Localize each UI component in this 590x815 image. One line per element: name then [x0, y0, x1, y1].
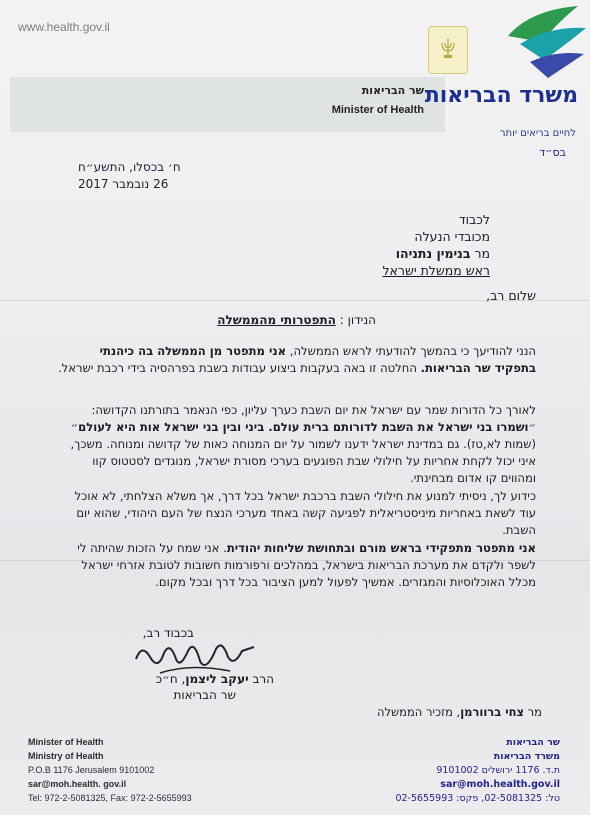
- ministry-logo-icon: [460, 6, 588, 88]
- paragraph-3: כידוע לך, ניסיתי למנוע את חילולי השבת ברכבת ישראל בכל דרך, אך משלא הצלחתי, לא אוכל עוד לשאת באחריות מיניסטריאלית לפגיעה קשה באחד מערכי הנצח של העם היהודי, שהוא יום השבת.: [74, 489, 536, 537]
- recipient-name: בנימין נתניהו: [395, 246, 471, 261]
- footer-en-line-2: Ministry of Health: [28, 751, 104, 761]
- footer-he-line-3: ת.ד. 1176 ירושלים 9101002: [436, 765, 560, 776]
- recipient-title: ראש ממשלת ישראל: [382, 263, 490, 278]
- paragraph-2: [56, 402, 536, 487]
- recipient-line-2: מכובדי הנעלה: [414, 229, 490, 244]
- minister-title-english: Minister of Health: [331, 104, 424, 116]
- signatory-suffix: , ח״כ: [155, 672, 186, 686]
- cc-line: [377, 705, 542, 719]
- footer-en-phone: Tel: 972-2-5081325, Fax: 972-2-5655993: [28, 793, 192, 803]
- p1-text-bold: אני מתפטר מן הממשלה בה כיהנתי בתפקיד שר הבריאות.: [99, 344, 536, 375]
- bsd-mark: בס״ד: [539, 146, 566, 159]
- website-url[interactable]: www.health.gov.il: [18, 20, 110, 34]
- ministry-tagline: לחיים בריאים יותר: [499, 128, 576, 139]
- p1-text-c: החלטה זו באה בעקבות ביצוע עבודות בשבת בפרהסיה בידי רכבת ישראל.: [57, 361, 421, 375]
- subject-label: הנידון :: [335, 313, 376, 327]
- footer-he-line-2: משרד הבריאות: [493, 751, 560, 762]
- footer-he-line-1: שר הבריאות: [506, 737, 560, 748]
- subject-text: התפטרותי מהממשלה: [217, 313, 336, 327]
- signatory-name-line: [124, 672, 274, 686]
- signatory-prefix: הרב: [248, 672, 274, 686]
- ministry-name: משרד הבריאות: [424, 83, 578, 108]
- p1-text-a: הנני להודיעך כי בהמשך להודעתי לראש הממשלה,: [286, 344, 536, 358]
- gregorian-date: 26 נובמבר 2017: [78, 177, 169, 191]
- p4-text-bold: אני מתפטר מתפקידי בראש מורם ובתחושת שליחות יהודית: [226, 541, 536, 555]
- footer-en-line-3: P.O.B 1176 Jerusalem 9101002: [28, 765, 155, 775]
- footer-en-email[interactable]: sar@moh.health. gov.il: [28, 779, 127, 789]
- footer-en-line-1: Minister of Health: [28, 737, 104, 747]
- p2-text-c: ״ (שמות לא,טז). גם במדינת ישראל ידענו לשמור על יום המנוחה כאות של קדושה ומנוחה. משכך, איני יכול לקחת אחריות על חילולי שבת הפוגעים בערכי מסורת ישראל, מנוגדים לסטטוס קוו ומהווים קו אדום מבחינתי.: [70, 420, 536, 485]
- subject-line: [217, 313, 376, 327]
- footer-he-phone: טל: 02-5081325, פקס: 02-5655993: [395, 793, 560, 804]
- recipient-prefix: מר: [470, 246, 490, 261]
- cc-prefix: מר: [524, 705, 542, 719]
- signatory-title: שר הבריאות: [173, 688, 236, 702]
- signature-closing: בכבוד רב,: [142, 626, 194, 640]
- paragraph-4: [56, 540, 536, 591]
- p2-text-a: לאורך כל הדורות שמר עם ישראל את יום השבת כערך עליון, כפי הנאמר בתורתנו הקדושה: ״: [91, 403, 536, 434]
- greeting: שלום רב,: [486, 288, 536, 303]
- signatory-name: יעקב ליצמן: [185, 672, 249, 686]
- minister-title-hebrew: שר הבריאות: [361, 84, 424, 97]
- p4-text-b: . אני שמח על הזכות שהיתה לי לשפר ולקדם את מערכת הבריאות בישראל, במהלכים ורפורמות חשובות לטובת אזרחי ישראל מכלל האוכלוסיות והמגזרים. אמשיך לפעול למען הציבור בכל דרך ובכל מקום.: [77, 541, 536, 589]
- hebrew-date: ח׳ בכסלו, התשע״ח: [78, 160, 181, 174]
- recipient-line-1: לכבוד: [458, 212, 490, 227]
- cc-role: , מזכיר הממשלה: [376, 705, 461, 719]
- cc-name: צחי ברוורמן: [460, 705, 525, 719]
- p2-quote: ושמרו בני ישראל את השבת לדורותם ברית עולם. ביני ובין בני ישראל אות היא לעולם: [78, 420, 529, 434]
- footer-he-email[interactable]: sar@moh.health.gov.il: [440, 779, 560, 790]
- recipient-name-line: [190, 246, 490, 261]
- paragraph-1: [56, 343, 536, 377]
